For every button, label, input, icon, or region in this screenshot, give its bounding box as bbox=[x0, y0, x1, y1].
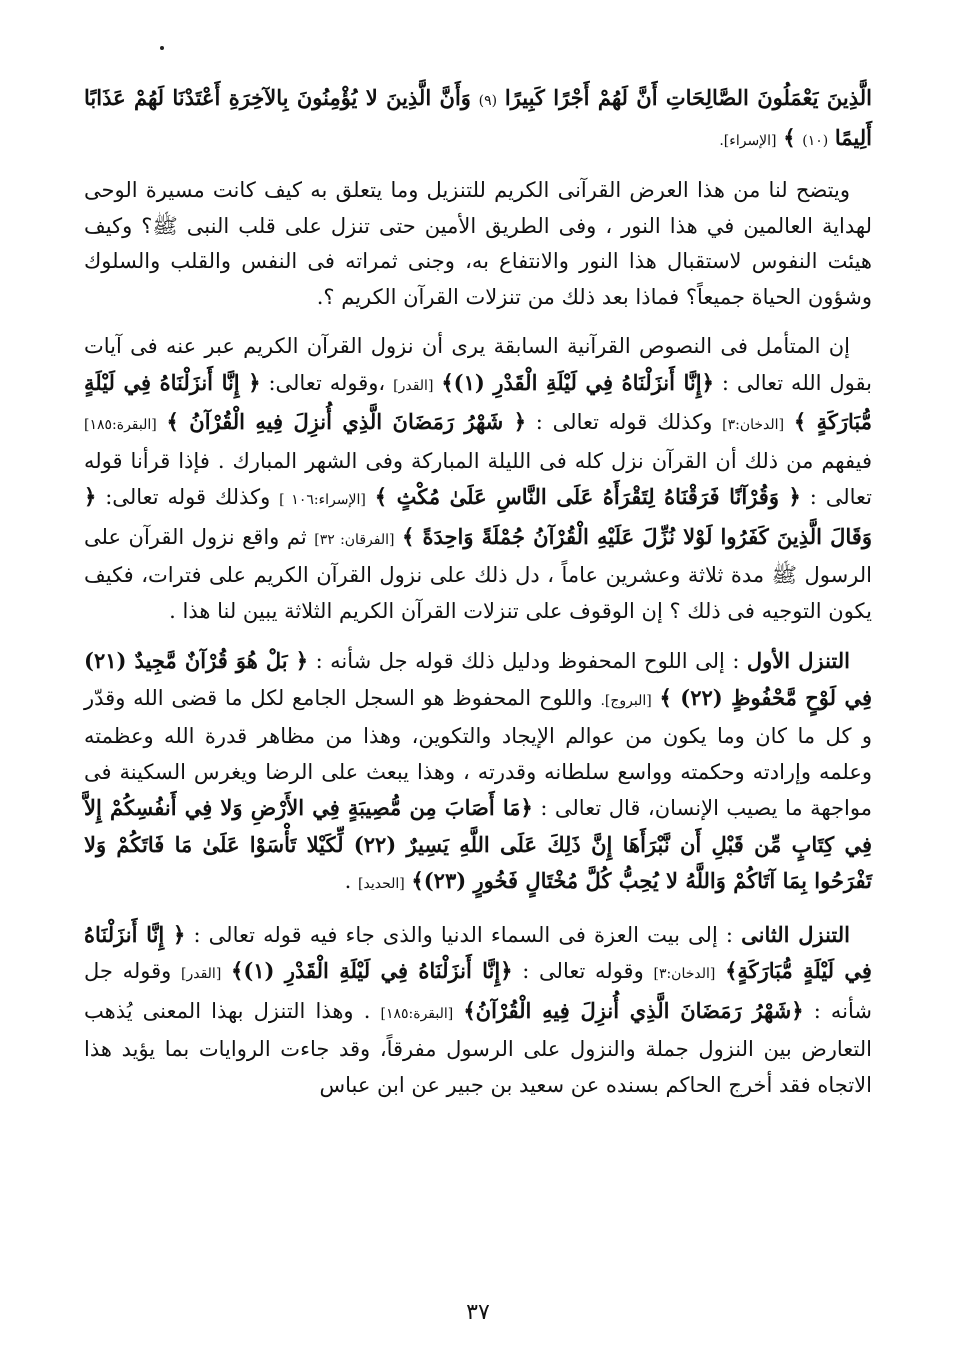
surah-reference: [الدخان:٣] bbox=[653, 966, 716, 982]
surah-reference: [الدخان:٣] bbox=[722, 417, 785, 433]
quran-verse: ﴿ إِنَّا أَنزَلْنَاهُ فِي لَيْلَةٍ مُّبَارَكَةٍ ﴾ bbox=[84, 369, 872, 434]
surah-reference: [الفرقان: ٣٢] bbox=[314, 531, 395, 548]
paragraph-text: وكذلك قوله تعالى: bbox=[105, 485, 271, 509]
paragraph-text: فيفهم من ذلك أن القرآن نزل كله فى الليلة المباركة وفى الشهر المبارك . فإذا قرأنا قوله تعالى : bbox=[84, 448, 872, 509]
paragraph-text: وقوله تعالى : bbox=[522, 959, 644, 983]
paragraph-text: : إلى بيت العزة فى السماء الدنيا والذى جاء فيه قوله تعالى : bbox=[193, 922, 733, 947]
surah-reference: [البقرة:١٨٥] bbox=[84, 417, 157, 433]
page-number: ٣٧ bbox=[466, 1300, 490, 1325]
surah-reference: [الإسراء:١٠٦ ] bbox=[279, 492, 366, 508]
paragraph-text: ثم واقع نزول القرآن على الرسول ﷺ مدة ثلاثة وعشرين عاماً ، دل ذلك على نزول القرآن الكريم على فترات، فكيف يكون التوجيه فى ذلك ؟ إن الوقوف على تنزلات القرآن الكريم الثلاثة يبين لنا هذا . bbox=[84, 524, 872, 623]
paragraph-first-descent bbox=[84, 643, 872, 903]
paragraph-text: : إلى اللوح المحفوظ ودليل ذلك قوله جل شأنه : bbox=[315, 649, 740, 673]
paragraph-2 bbox=[84, 329, 872, 629]
quran-verse: ﴿إِنَّا أَنزَلْنَاهُ فِي لَيْلَةِ الْقَدْرِ (١)﴾ bbox=[441, 369, 714, 395]
paragraph-text: وقوله جل شأنه : bbox=[84, 959, 872, 1023]
surah-reference: [القدر] bbox=[393, 377, 434, 394]
paragraph-text: ،وقوله تعالى: bbox=[268, 370, 386, 395]
paragraph-1: ويتضح لنا من هذا العرض القرآنى الكريم للتنزيل وما يتعلق به كيف كانت مسيرة الوحى لهداية العالمين في هذا النور ، وفى الطريق الأمين حتى تنزل على قلب النبى ﷺ؟ وكيف هيئت النفوس لاستقبال هذا النور والانتفاع به، وجنى ثمراته فى النفس والقلب والسلوك وشؤون الحياة جميعاً؟ فماذا بعد ذلك من تنزلات القرآن الكريم ؟. bbox=[84, 178, 872, 309]
quran-verse: ﴿ إِنَّا أَنزَلْنَاهُ فِي لَيْلَةٍ مُّبَارَكَةٍ﴾ bbox=[84, 921, 872, 983]
surah-reference: [القدر] bbox=[181, 966, 222, 982]
quran-verse: ﴿ بَلْ هُوَ قُرْآنٌ مَّجِيدٌ (٢١) فِي لَوْحٍ مَّحْفُوظٍ (٢٢) ﴾ bbox=[84, 648, 872, 710]
quran-verse: ﴿ شَهْرُ رَمَضَانَ الَّذِي أُنزِلَ فِيهِ الْقُرْآنُ ﴾ bbox=[166, 409, 526, 434]
quran-verse: ﴿مَا أَصَابَ مِن مُّصِيبَةٍ فِي الأَرْضِ وَلا فِي أَنفُسِكُمْ إِلاَّ فِي كِتَابٍ مِّن قَبْلِ أَن نَّبْرَأَهَا إِنَّ ذَلِكَ عَلَى اللَّهِ يَسِيرٌ (٢٢) لِّكَيْلا تَأْسَوْا عَلَىٰ مَا فَاتَكُمْ وَلا تَفْرَحُوا بِمَا آتَاكُمْ وَاللَّهُ لا يُحِبُّ كُلَّ مُخْتَالٍ فَخُورٍ (٢٣)﴾ bbox=[84, 795, 873, 893]
surah-reference: [البقرة:١٨٥] bbox=[380, 1005, 454, 1022]
surah-reference: [الإسراء]. bbox=[719, 132, 777, 149]
paragraph-second-descent bbox=[84, 917, 872, 1104]
quran-verse: ﴿شَهْرُ رَمَضَانَ الَّذِي أُنزِلَ فِيهِ الْقُرْآنُ﴾ bbox=[463, 997, 804, 1023]
verse-close-bracket: ﴾ bbox=[783, 124, 796, 150]
section-heading: التنزل الأول bbox=[746, 648, 850, 673]
surah-reference: [الحديد] bbox=[358, 876, 405, 892]
quran-verse: ﴿إِنَّا أَنزَلْنَاهُ فِي لَيْلَةِ الْقَدْرِ (١)﴾ bbox=[231, 958, 513, 983]
quran-verse: ﴿ وَقُرْآنًا فَرَقْنَاهُ لِتَقْرَأَهُ عَلَى النَّاسِ عَلَىٰ مُكْثٍ ﴾ bbox=[374, 484, 801, 509]
paragraph-text: . bbox=[344, 869, 352, 893]
scan-dot bbox=[160, 46, 164, 50]
paragraph-text: واللوح المحفوظ هو السجل الجامع لكل ما قضى الله وقدّر و كل ما كان وما يكون من عوالم الإيجاد والتكوين، وهذا من مظاهر قدرة الله وعظمته وعلمه وإرادته وحكمته وواسع سلطانه وقدرته ، وهذا يبعث على الرضا ويغرس السكينة فى مواجهة ما يصيب الإنسان، قال تعالى : bbox=[84, 685, 872, 820]
paragraph-text: وكذلك قوله تعالى : bbox=[535, 410, 713, 434]
paragraph-text: إن المتأمل فى النصوص القرآنية السابقة يرى أن نزول القرآن الكريم عبر عنه فى آيات بقول الله تعالى : bbox=[84, 334, 872, 395]
paragraph-text: . وهذا التنزل بهذا المعنى يُذهب التعارض بين النزول جملة والنزول على الرسول مفرقاً، وقد جاءت الروايات بما يؤيد هذا الاتجاه فقد أخرج الحاكم بسنده عن سعيد بن جبير عن ابن عباس bbox=[84, 998, 872, 1097]
quran-verse: ﴿ وَقَالَ الَّذِينَ كَفَرُوا لَوْلا نُزِّلَ عَلَيْهِ الْقُرْآنُ جُمْلَةً وَاحِدَةً ﴾ bbox=[84, 484, 872, 549]
section-heading: التنزل الثانى bbox=[741, 921, 850, 947]
ayah-number: (٩) bbox=[478, 93, 498, 109]
surah-reference: [البروج]. bbox=[600, 692, 652, 709]
quran-verse: الَّذِينَ يَعْمَلُونَ الصَّالِحَاتِ أَنَّ لَهُمْ أَجْرًا كَبِيرًا bbox=[504, 85, 872, 110]
body-text bbox=[84, 80, 872, 1103]
verse-continuation bbox=[84, 80, 872, 159]
quran-verse: وَأَنَّ الَّذِينَ لا يُؤْمِنُونَ بِالآخِرَةِ أَعْتَدْنَا لَهُمْ عَذَابًا أَلِيمًا bbox=[84, 85, 872, 150]
ayah-number: (١٠) bbox=[802, 132, 829, 149]
